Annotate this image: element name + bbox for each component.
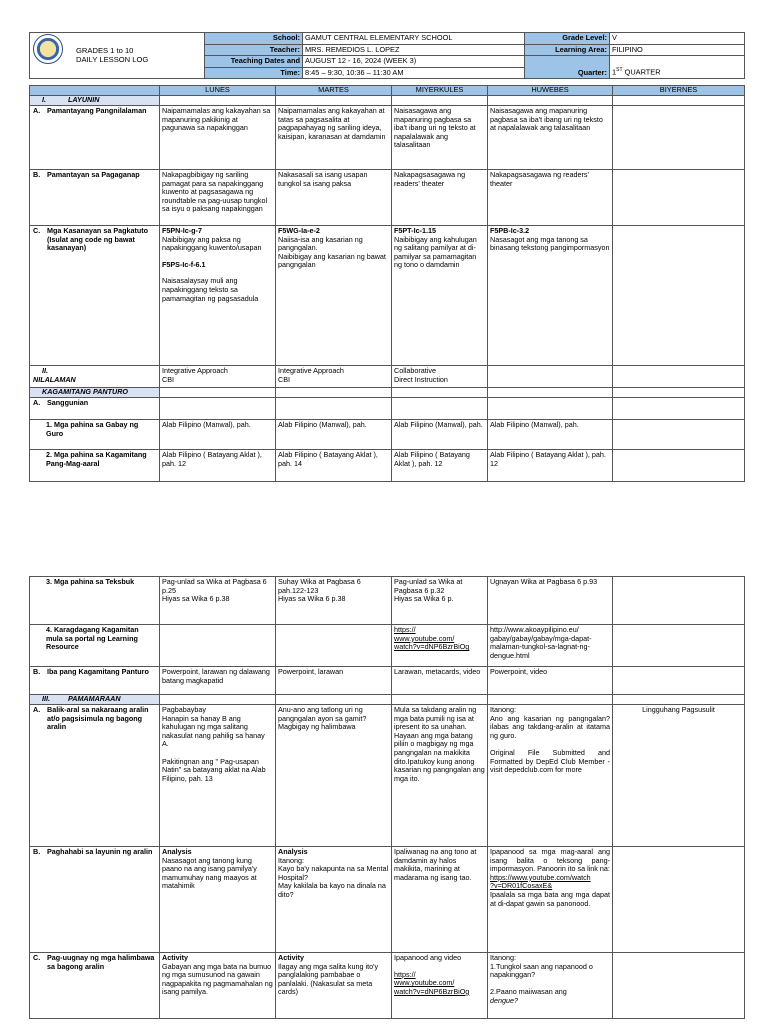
table-row [30, 450, 745, 482]
cell-biyernes [613, 106, 745, 170]
table-row [30, 398, 745, 420]
cell-biyernes [613, 450, 745, 482]
cell-martes: Naipamamalas ang kakayahan at tatas sa pagsasalita at pagpapahayag ng sariling ideya, kaisipan, karanasan at damdamin [276, 106, 392, 170]
table-row [30, 226, 745, 366]
cell-lunes [160, 847, 276, 953]
empty-cell [613, 388, 745, 398]
resource-link[interactable]: https:// www.youtube.com/ watch?v=dNP6BzrBiOg [394, 969, 470, 996]
cell-text: Ipapanood ang video [394, 953, 462, 962]
row-label-text: 4. Karagdagang Kagamitan mula sa portal ng Learning Resource [46, 625, 139, 652]
cell-huwebes: Powerpoint, video [488, 667, 613, 695]
cell-biyernes: Lingguhang Pagsusulit [613, 705, 745, 847]
grade-value: V [610, 33, 745, 45]
cell-lunes [160, 625, 276, 667]
cell-miyerkules: Alab Filipino ( Batayang Aklat ), pah. 12 [392, 450, 488, 482]
day-header-miyerkules: MIYERKULES [392, 86, 488, 96]
row-label-text: 2. Mga pahina sa Kagamitang Pang-Mag-aaral [46, 450, 147, 468]
skill-code: F5PB-Ic-3.2 [490, 226, 530, 235]
section-heading [30, 96, 160, 106]
cell-text: Ipapanood sa mga mag-aaral ang isang balita o teksong pang-impormasyon. Panoorin ito sa link na: [490, 847, 610, 874]
cell-lunes: Alab Filipino (Manwal), pah. [160, 420, 276, 450]
header-table [29, 32, 745, 79]
row-label-text: Pag-uugnay ng mga halimbawa sa bagong aralin [47, 953, 155, 971]
cell-martes [276, 398, 392, 420]
row-letter: A. [33, 398, 41, 407]
cell-text: Naisasalaysay muli ang napakinggang teksto sa pamamagitan ng pagsasadula [162, 276, 259, 303]
cell-huwebes: Nakapagsasagawa ng readers' theater [488, 170, 613, 226]
cell-lunes: Nakapagbibigay ng sariling pamagat para sa napakinggang kuwento at pagsasagawa ng roundtable na pag-uusap tungkol sa isyu o paksang napakinggan [160, 170, 276, 226]
row-label-text: Pamantayan sa Pagaganap [47, 170, 140, 179]
cell-lunes: Alab Filipino ( Batayang Aklat ), pah. 12 [160, 450, 276, 482]
activity-heading: Activity [278, 953, 304, 962]
section-heading [30, 695, 160, 705]
skill-code: F5PS-Ic-f-6.1 [162, 259, 206, 269]
section-number: I. [42, 95, 46, 104]
empty-cell [276, 388, 392, 398]
empty-cell [276, 96, 392, 106]
cell-martes [276, 226, 392, 366]
table-row [30, 705, 745, 847]
row-label-text: Iba pang Kagamitang Panturo [47, 667, 149, 676]
table-row [30, 625, 745, 667]
empty-cell [160, 96, 276, 106]
quarter-text: QUARTER [622, 67, 661, 77]
cell-text: dengue? [490, 995, 518, 1005]
row-letter: B. [33, 847, 41, 856]
cell-miyerkules [392, 625, 488, 667]
row-label [30, 398, 160, 420]
time-value: 8:45 – 9:30, 10:36 – 11:30 AM [303, 67, 525, 79]
cell-biyernes [613, 667, 745, 695]
day-header-martes: MARTES [276, 86, 392, 96]
cell-huwebes: Alab Filipino (Manwal), pah. [488, 420, 613, 450]
header-title-cell [30, 33, 205, 79]
cell-biyernes [613, 953, 745, 1019]
cell-biyernes [613, 625, 745, 667]
empty-cell [613, 695, 745, 705]
table-row [30, 106, 745, 170]
row-letter: II. [42, 366, 48, 375]
row-letter: A. [33, 106, 41, 115]
cell-martes: Powerpoint, larawan [276, 667, 392, 695]
row-label [30, 106, 160, 170]
table-row [30, 667, 745, 695]
cell-martes: Alab Filipino ( Batayang Aklat ), pah. 14 [276, 450, 392, 482]
cell-biyernes [613, 847, 745, 953]
school-value: GAMUT CENTRAL ELEMENTARY SCHOOL [303, 33, 525, 45]
row-label [30, 705, 160, 847]
cell-miyerkules: Naisasagawa ang mapanuring pagbasa sa iba't ibang uri ng teksto at napalalawak ang talasalitaan [392, 106, 488, 170]
activity-heading: Activity [162, 953, 188, 962]
empty-cell [488, 695, 613, 705]
cell-miyerkules: Ipaliwanag na ang tono at damdamin ay halos makikita, marining at madarama ng isang tao. [392, 847, 488, 953]
cell-text: Naibibigay ang paksa ng napakinggang kuwento/usapan [162, 234, 262, 253]
school-label: School: [205, 33, 303, 45]
resource-link[interactable]: https://www.youtube.com/watch ?v=DR01fCosaxE& [490, 872, 591, 891]
cell-lunes: Naipamamalas ang kakayahan sa mapanuring pakikinig at pagunawa sa napakinggan [160, 106, 276, 170]
cell-miyerkules: Collaborative Direct Instruction [392, 366, 488, 388]
cell-huwebes: Alab Filipino ( Batayang Aklat ), pah. 12 [488, 450, 613, 482]
area-label: Learning Area: [525, 44, 610, 56]
cell-huwebes: Naisasagawa ang mapanuring pagbasa sa iba't ibang uri ng teksto at napalalawak ang talasalitaan [488, 106, 613, 170]
empty-cell [488, 96, 613, 106]
cell-miyerkules: Larawan, metacards, video [392, 667, 488, 695]
cell-martes: Integrative Approach CBI [276, 366, 392, 388]
cell-miyerkules: Pag-unlad sa Wika at Pagbasa 6 p.32 Hiyas sa Wika 6 p. [392, 577, 488, 625]
cell-martes: Suhay Wika at Pagbasa 6 pah.122-123 Hiyas sa Wika 6 p.38 [276, 577, 392, 625]
header-title-line1: GRADES 1 to 10 [76, 46, 134, 56]
cell-martes: Alab Filipino (Manwal), pah. [276, 420, 392, 450]
deped-seal-logo [33, 34, 63, 64]
empty-cell [392, 388, 488, 398]
section-heading [30, 388, 160, 398]
cell-huwebes [488, 366, 613, 388]
row-label-text: Balik-aral sa nakaraang aralin at/o pagsisimula ng bagong aralin [47, 705, 149, 732]
table-row [30, 695, 745, 705]
cell-martes: Nakasasali sa isang usapan tungkol sa isang paksa [276, 170, 392, 226]
cell-martes [276, 953, 392, 1019]
cell-huwebes: Ugnayan Wika at Pagbasa 6 p.93 [488, 577, 613, 625]
section-number: III. [42, 694, 50, 703]
day-header-lunes: LUNES [160, 86, 276, 96]
cell-text: Nasasagot ang tanong kung paano na ang isang pamilya'y mamumuhay nang maayos at matahimik [162, 855, 257, 891]
cell-miyerkules: Mula sa takdang aralin ng mga bata pumili ng isa at ipresent ito sa unahan. Hayaan ang mga batang piliin o magbigay ng mga pangngalan na makikita dito.Ipatukoy kung anong kasarian ng pangngalan ang mga ito. [392, 705, 488, 847]
cell-huwebes [488, 953, 613, 1019]
row-label-text: Paghahabi sa layunin ng aralin [47, 847, 153, 856]
cell-huwebes: http://www.akoaypilipino.eu/ gabay/gabay/gabay/mga-dapat-malaman-tungkol-sa-lagnat-ng-dengue.html [488, 625, 613, 667]
row-letter: A. [33, 705, 41, 714]
skill-code: F5PT-Ic-1.15 [394, 226, 436, 235]
row-label [30, 226, 160, 366]
quarter-number: 1 [612, 67, 617, 77]
cell-lunes [160, 398, 276, 420]
cell-huwebes [488, 705, 613, 847]
lesson-table-part1 [29, 85, 745, 482]
cell-text: Naibibigay ang kahulugan ng salitang pamilyar at di-pamilyar sa pamamagitan ng tono o damdamin [394, 234, 477, 270]
row-label [30, 577, 160, 625]
row-label-text: 1. Mga pahina sa Gabay ng Guro [46, 420, 139, 438]
row-letter: C. [33, 953, 41, 962]
row-label-text: Sanggunian [47, 398, 89, 407]
empty-cell [392, 96, 488, 106]
table-row [30, 366, 745, 388]
cell-miyerkules: Alab Filipino (Manwal), pah. [392, 420, 488, 450]
cell-text: Itanong: Kayo ba'y nakapunta na sa Mental Hospital? May kakilala ba kayo na dinala na dito? [278, 855, 389, 899]
row-label-text: 3. Mga pahina sa Teksbuk [46, 577, 135, 586]
row-letter: C. [33, 226, 41, 235]
row-label [30, 625, 160, 667]
row-label [30, 667, 160, 695]
day-header-biyernes: BIYERNES [613, 86, 745, 96]
cell-huwebes [488, 847, 613, 953]
empty-cell [160, 695, 276, 705]
table-row [30, 170, 745, 226]
cell-lunes: Integrative Approach CBI [160, 366, 276, 388]
activity-heading: Analysis [162, 847, 192, 856]
cell-biyernes [613, 226, 745, 366]
cell-text: Naiisa-isa ang kasarian ng pangngalan. Naibibigay ang kasarian ng bawat pangngalan [278, 234, 386, 270]
cell-biyernes [613, 170, 745, 226]
cell-text: Itanong: 1.Tungkol saan ang napanood o napakinggan? 2.Paano maiiwasan ang [490, 953, 593, 997]
teacher-label: Teacher: [205, 44, 303, 56]
quarter-value [610, 56, 745, 79]
time-label: Time: [205, 67, 303, 79]
row-label [30, 450, 160, 482]
cell-miyerkules: Nakapagsasagawa ng readers' theater [392, 170, 488, 226]
days-header-blank [30, 86, 160, 96]
cell-lunes: Pag-unlad sa Wika at Pagbasa 6 p.25 Hiyas sa Wika 6 p.38 [160, 577, 276, 625]
header-title-line2: DAILY LESSON LOG [76, 54, 149, 64]
row-label-text: Pamantayang Pangnilalaman [47, 106, 147, 115]
row-letter: B. [33, 667, 41, 676]
empty-cell [488, 388, 613, 398]
cell-text: Ipaalala sa mga bata ang mga dapat at di-dapat gawin sa panonood. [490, 889, 610, 908]
cell-lunes: Pagbabaybay Hanapin sa hanay B ang kahulugan ng mga salitang nakasulat nang pahilig sa hanay A. Pakitingnan ang " Pag-usapan Natin" sa batayang aklat na Alab Filipino, pah. 13 [160, 705, 276, 847]
cell-biyernes [613, 366, 745, 388]
cell-lunes [160, 226, 276, 366]
row-label-text: Mga Kasanayan sa Pagkatuto (Isulat ang code ng bawat kasanayan) [47, 226, 149, 253]
cell-text: Itanong: Ano ang kasarian ng pangngalan? ilabas ang takdang-aralin at itatama ng guro. Original File Submitted and Formatted by DepEd Club Member - visit depedclub.com for more [490, 705, 610, 775]
cell-lunes [160, 953, 276, 1019]
area-value: FILIPINO [610, 44, 745, 56]
cell-text: Nasasagot ang mga tanong sa binasang tekstong pangimpormasyon [490, 234, 610, 253]
table-row [30, 577, 745, 625]
table-row [30, 847, 745, 953]
row-label [30, 420, 160, 450]
day-header-huwebes: HUWEBES [488, 86, 613, 96]
cell-miyerkules [392, 398, 488, 420]
cell-martes [276, 625, 392, 667]
lesson-table-part2 [29, 576, 745, 1019]
dates-label: Teaching Dates and [205, 56, 303, 68]
cell-text: Ilagay ang mga salita kung ito'y panglalaking pambabae o panlalaki. (Nakasulat sa meta cards) [278, 961, 379, 997]
cell-text: Gabayan ang mga bata na bumuo ng mga sumusunod na gawain nagpapakita ng pagmamahalan ng isang pamilya. [162, 961, 273, 997]
cell-martes [276, 847, 392, 953]
quarter-sup: ST [616, 67, 623, 74]
table-row [30, 96, 745, 106]
cell-huwebes [488, 398, 613, 420]
skill-code: F5PN-Ic-g-7 [162, 226, 202, 235]
table-row [30, 420, 745, 450]
activity-heading: Analysis [278, 847, 308, 856]
skill-code: F5WG-Ia-e-2 [278, 226, 320, 235]
row-label-text: NILALAMAN [33, 374, 76, 384]
cell-lunes: Powerpoint, larawan ng dalawang batang magkapatid [160, 667, 276, 695]
cell-miyerkules [392, 953, 488, 1019]
row-label [30, 170, 160, 226]
cell-biyernes [613, 420, 745, 450]
section-label: PAMAMARAAN [68, 694, 121, 703]
cell-biyernes [613, 398, 745, 420]
resource-link[interactable]: https:// www.youtube.com/ watch?v=dNP6BzrBiOg [394, 625, 470, 652]
empty-cell [276, 695, 392, 705]
row-letter: B. [33, 170, 41, 179]
cell-huwebes [488, 226, 613, 366]
quarter-label: Quarter: [525, 56, 610, 79]
cell-biyernes [613, 577, 745, 625]
section-label: KAGAMITANG PANTURO [42, 387, 128, 396]
empty-cell [613, 96, 745, 106]
empty-cell [160, 388, 276, 398]
row-label [30, 953, 160, 1019]
cell-miyerkules [392, 226, 488, 366]
teacher-value: MRS. REMEDIOS L. LOPEZ [303, 44, 525, 56]
row-label [30, 366, 160, 388]
table-row [30, 388, 745, 398]
dates-value: AUGUST 12 - 16, 2024 (WEEK 3) [303, 56, 525, 68]
table-row [30, 953, 745, 1019]
cell-martes: Anu-ano ang tatlong uri ng pangngalan ayon sa gamit? Magbigay ng halimbawa [276, 705, 392, 847]
section-label: LAYUNIN [68, 95, 100, 104]
row-label [30, 847, 160, 953]
grade-label: Grade Level: [525, 33, 610, 45]
empty-cell [392, 695, 488, 705]
